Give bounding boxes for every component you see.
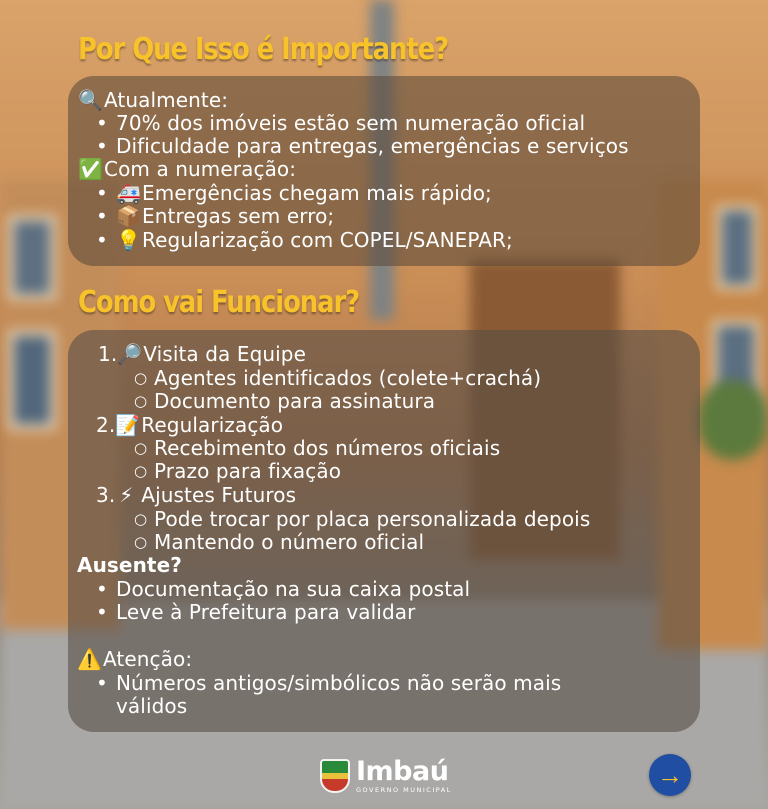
lightbulb-icon: 💡 — [116, 228, 142, 252]
next-arrow-button[interactable] — [649, 754, 691, 796]
sub-item: ○ Mantendo o número oficial — [134, 531, 424, 554]
memo-icon: 📝 — [115, 413, 141, 437]
ambulance-icon: 🚑 — [116, 181, 142, 205]
atualmente-heading — [78, 89, 228, 112]
step-1: 1.🔎Visita da Equipe — [98, 342, 307, 366]
list-item-continuation: válidos — [116, 694, 188, 718]
sub-item: ○ Agentes identificados (colete+crachá) — [134, 367, 541, 390]
magnifier-icon: 🔍 — [78, 88, 104, 112]
warning-icon: ⚠️ — [77, 647, 103, 671]
com-numeracao-heading — [78, 158, 296, 181]
sub-item: ○ Pode trocar por placa personalizada depois — [134, 508, 590, 531]
lightning-icon: ⚡ — [119, 483, 134, 507]
list-item: • Dificuldade para entregas, emergências e serviços — [96, 135, 629, 158]
list-item: • Números antigos/simbólicos não serão mais — [96, 672, 561, 695]
imbau-logo — [320, 758, 452, 794]
list-item: • Documentação na sua caixa postal — [96, 578, 470, 601]
atualmente-label: Atualmente: — [104, 88, 229, 112]
search-icon: 🔎 — [117, 342, 143, 366]
sub-item: ○ Prazo para fixação — [134, 460, 341, 483]
sub-item: ○ Documento para assinatura — [134, 390, 435, 413]
list-item: • Leve à Prefeitura para validar — [96, 601, 415, 624]
benefit-item: • 📦Entregas sem erro; — [96, 205, 334, 228]
brand-name: Imbaú — [356, 756, 449, 787]
section-title-how-it-works: Como vai Funcionar? — [78, 285, 360, 320]
step-3: 3. ⚡ Ajustes Futuros — [96, 483, 297, 507]
atencao-heading: ⚠️Atenção: — [77, 647, 193, 671]
ausente-heading: Ausente? — [77, 553, 182, 577]
background-window — [8, 215, 56, 300]
background-window — [8, 330, 56, 430]
step-2: 2.📝Regularização — [96, 413, 284, 437]
brand-subtitle: GOVERNO MUNICIPAL — [356, 786, 452, 794]
benefit-item: • 🚑Emergências chegam mais rápido; — [96, 182, 492, 205]
section-title-importance: Por Que Isso é Importante? — [78, 32, 449, 67]
package-icon: 📦 — [116, 204, 142, 228]
com-numeracao-label: Com a numeração: — [104, 157, 297, 181]
sub-item: ○ Recebimento dos números oficiais — [134, 437, 500, 460]
background-window — [716, 205, 758, 290]
crest-icon — [320, 759, 350, 793]
list-item: • 70% dos imóveis estão sem numeração oficial — [96, 112, 585, 135]
benefit-item: • 💡Regularização com COPEL/SANEPAR; — [96, 229, 513, 252]
arrow-right-icon: → — [657, 760, 683, 790]
checkmark-icon: ✅ — [78, 157, 104, 181]
background-plant — [698, 380, 768, 460]
